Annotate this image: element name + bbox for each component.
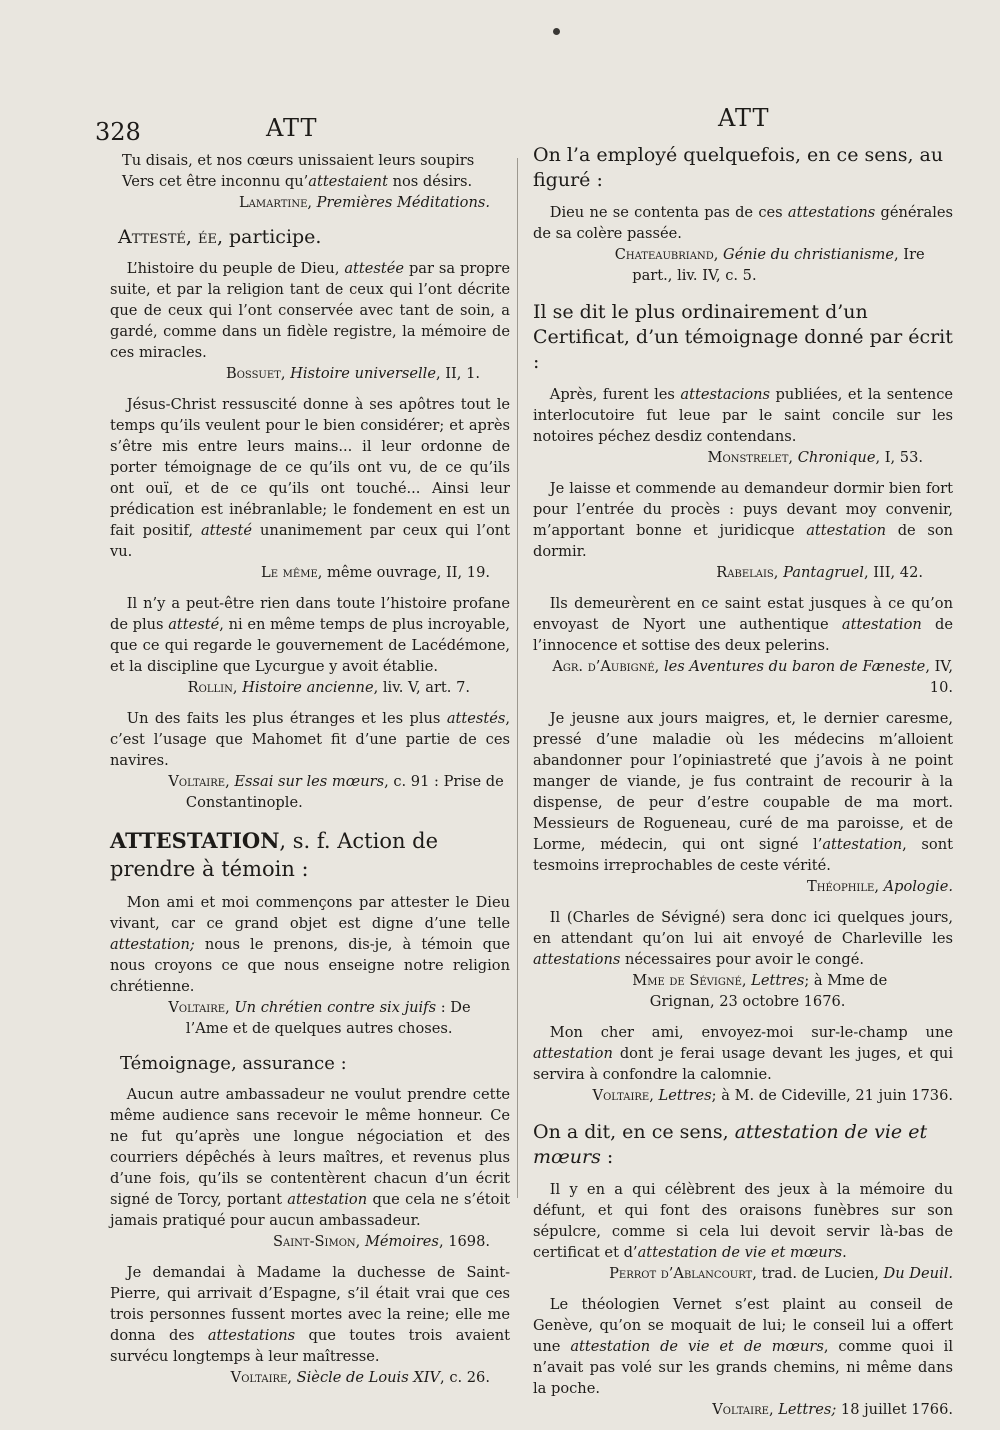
quotation: Aucun autre ambassadeur ne voulut prendre cette même audience sans recevoir le même honneur. Ce ne fut qu’après une longue négociation et des courriers dépêchés à leurs maîtres, et revenus plus d’une fois, qu’ils se contentèrent chacun d’un écrit signé de Torcy, portant attestation que cela ne s’étoit jamais pratiqué pour aucun ambassadeur. [110,1086,510,1229]
running-head-left: ATT [266,114,318,142]
left-column [110,150,510,1398]
citation: Théophile, Apologie. [807,878,953,895]
citation: Voltaire, Un chrétien contre six juifs : De l’Ame et de quelques autres choses. [168,999,471,1037]
citation: Le même, même ouvrage, II, 19. [261,564,490,581]
right-column [533,143,953,1430]
entry-headword: ATTESTATION, s. f. Action de prendre à témoin : [110,828,439,881]
verse-line: Vers cet être inconnu qu’attestaient nos désirs. [122,173,473,190]
entry-heading: Attesté, ée, participe. [118,226,322,248]
quotation: Dieu ne se contenta pas de ces attestations générales de sa colère passée. [533,204,954,242]
column-divider [517,158,518,1198]
sense-heading: On a dit, en ce sens, attestation de vie et mœurs : [533,1121,928,1168]
citation: Perrot d’Ablancourt, trad. de Lucien, Du Deuil. [609,1265,953,1282]
citation: Voltaire, Siècle de Louis XIV, c. 26. [230,1369,490,1386]
quotation: Un des faits les plus étranges et les plus attestés, c’est l’usage que Mahomet fit d’une partie de ces navires. [110,710,510,769]
quotation: Le théologien Vernet s’est plaint au conseil de Genève, qu’on se moquait de lui; le conseil lui a offert une attestation de vie et de mœurs, comme quoi il n’avait pas volé sur les grands chemins, ni même dans la poche. [533,1296,953,1397]
quotation: Je jeusne aux jours maigres, et, le dernier caresme, pressé d’une maladie où les médecins m’alloient abandonner pour l’opiniastreté que j’avois à ne point manger de viande, je fus contraint de recourir à la dispense, de peur d’estre coupable de ma mort. Messieurs de Rogueneau, curé de ma paroisse, et de Lorme, médecin, qui ont signé l’attestation, sont tesmoins irreprochables de ceste vérité. [533,710,953,874]
citation: Voltaire, Lettres; 18 juillet 1766. [712,1401,953,1418]
sense-heading: On l’a employé quelquefois, en ce sens, au figuré : [533,144,944,191]
sense-heading: Témoignage, assurance : [120,1053,347,1074]
quotation: Ils demeurèrent en ce saint estat jusques à ce qu’on envoyast de Nyort une authentique attestation de l’innocence et sottise des deux pelerins. [533,595,953,654]
quotation: Il n’y a peut-être rien dans toute l’histoire profane de plus attesté, ni en même temps de plus incroyable, que ce qui regarde le gouvernement de Lacédémone, et la discipline que Lycurgue y avoit établie. [110,595,510,675]
quotation: Il y en a qui célèbrent des jeux à la mémoire du défunt, et qui font des oraisons funèbres sur son sépulcre, comme si cela lui devoit servir là-bas de certificat et d’attestation de vie et mœurs. [533,1181,953,1261]
citation: Chateaubriand, Génie du christianisme, Ire part., liv. IV, c. 5. [614,246,925,284]
citation: Rabelais, Pantagruel, III, 42. [716,564,923,581]
citation: Monstrelet, Chronique, I, 53. [707,449,923,466]
running-head-right: ATT [718,104,770,132]
citation: Voltaire, Essai sur les mœurs, c. 91 : Prise de Constantinople. [168,773,504,811]
sense-heading: Il se dit le plus ordinairement d’un Certificat, d’un témoignage donné par écrit : [533,301,953,373]
citation: Rollin, Histoire ancienne, liv. V, art. 7. [187,679,470,696]
quotation: Jésus-Christ ressuscité donne à ses apôtres tout le temps qu’ils veulent pour le bien considérer; et après s’être mis entre leurs mains... il leur ordonne de porter témoignage de ce qu’ils ont vu, de ce qu’ils ont ouï, et de ce qu’ils ont touché... Ainsi leur prédication est inébranlable; le fondement en est un fait positif, attesté unanimement par ceux qui l’ont vu. [110,396,511,560]
quotation: L’histoire du peuple de Dieu, attestée par sa propre suite, et par la religion tant de ceux qui l’ont décrite que de ceux qui l’ont conservée avec tant de soin, a gardé, comme dans un fidèle registre, la mémoire de ces miracles. [110,260,511,361]
quotation: Il (Charles de Sévigné) sera donc ici quelques jours, en attendant qu’on lui ait envoyé de Charleville les attestations nécessaires pour avoir le congé. [533,909,953,968]
page-number: 328 [95,118,141,146]
quotation: Je laisse et commende au demandeur dormir bien fort pour l’entrée du procès : puys devant moy convenir, m’apportant bonne et juridicque attestation de son dormir. [533,480,953,560]
quotation: Après, furent les attestacions publiées, et la sentence interlocutoire fut leue par le saint concile sur les notoires péchez desdiz contendans. [533,386,953,445]
quotation: Mon ami et moi commençons par attester le Dieu vivant, car ce grand objet est digne d’une telle attestation; nous le prenons, dis-je, à témoin que nous croyons ce que nous enseigne notre religion chrétienne. [110,894,510,995]
ink-speck [553,28,560,35]
quotation: Je demandai à Madame la duchesse de Saint-Pierre, qui arrivait d’Espagne, s’il était vrai que ces trois personnes fussent mortes avec la reine; elle me donna des attestations que toutes trois avaient survécu longtemps à leur maîtresse. [110,1264,510,1365]
citation: Saint-Simon, Mémoires, 1698. [273,1233,490,1250]
quotation: Mon cher ami, envoyez-moi sur-le-champ une attestation dont je ferai usage devant les juges, et qui servira à confondre la calomnie. [533,1024,953,1083]
citation: Bossuet, Histoire universelle, II, 1. [225,365,480,382]
citation: Voltaire, Lettres; à M. de Cideville, 21 juin 1736. [592,1087,953,1104]
citation: Agr. d’Aubigné, les Aventures du baron de Fæneste, IV, 10. [552,658,953,696]
citation: Mme de Sévigné, Lettres; à Mme de Grignan, 23 octobre 1676. [632,972,888,1010]
verse-line: Tu disais, et nos cœurs unissaient leurs soupirs [122,152,475,169]
citation: Lamartine, Premières Méditations. [238,194,490,211]
